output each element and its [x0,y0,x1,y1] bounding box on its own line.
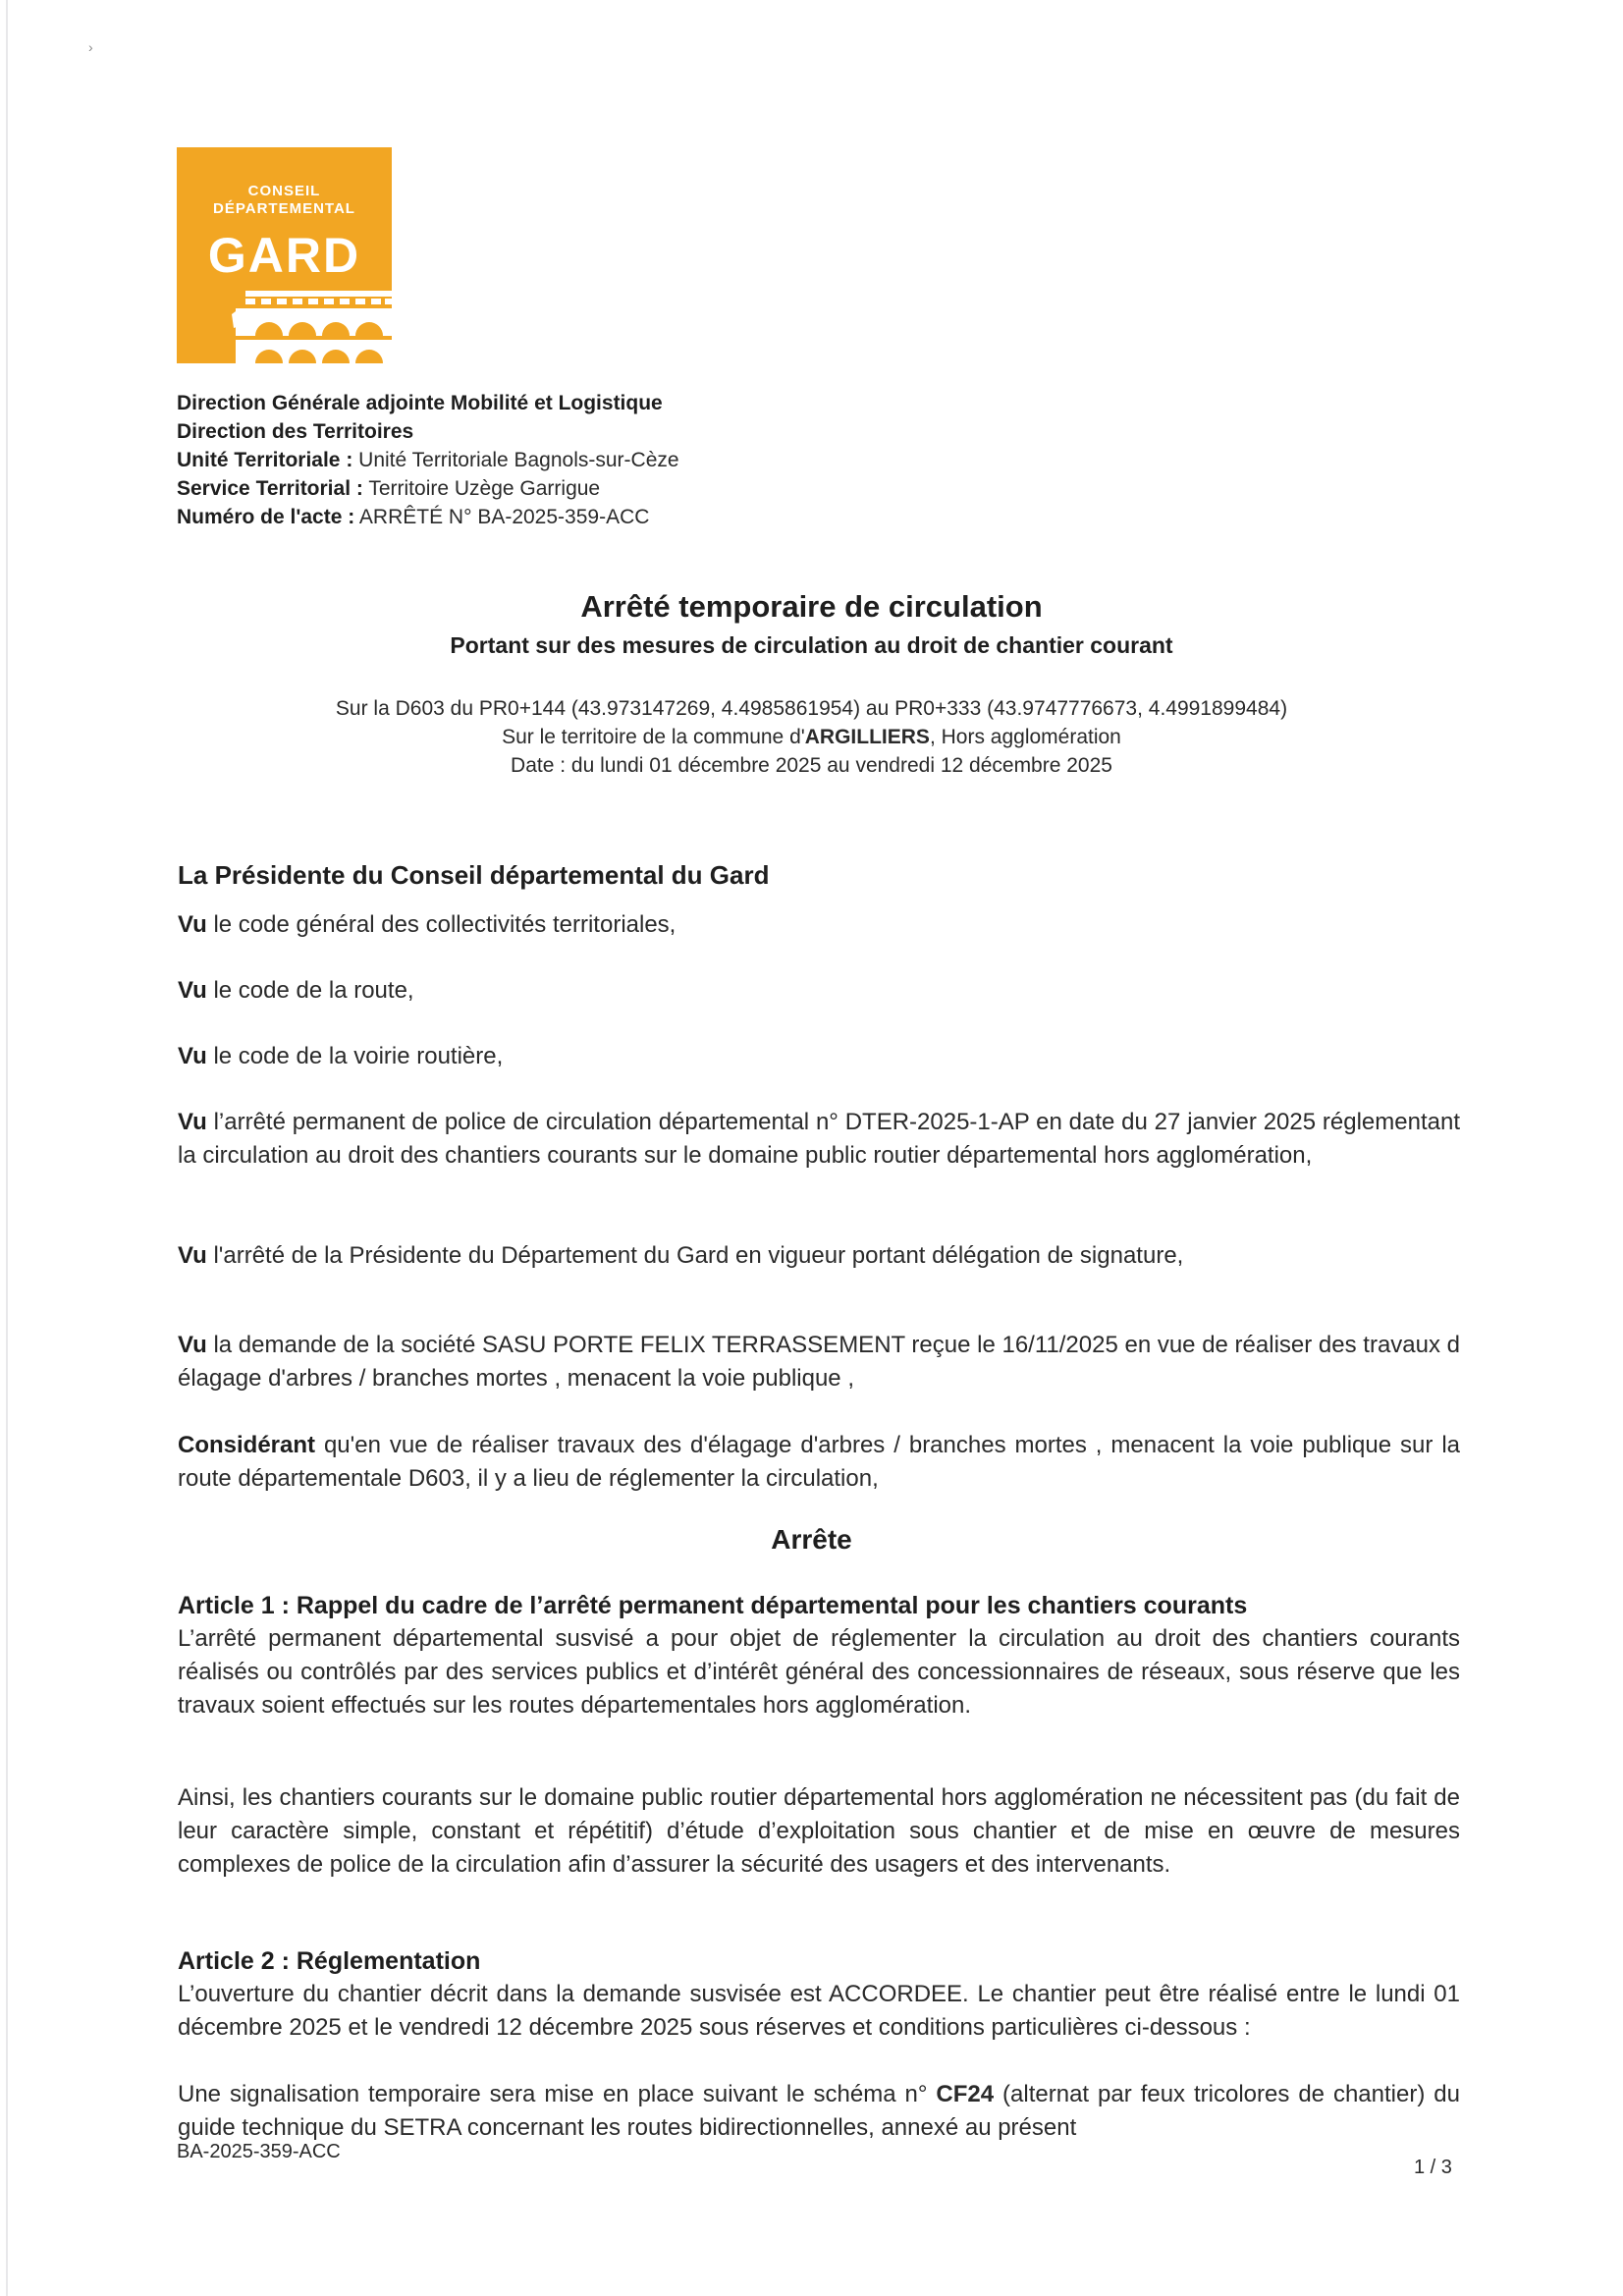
considerant-paragraph: Considérant qu'en vue de réaliser travaux des d'élagage d'arbres / branches mortes , menacent la voie publique sur la route départementale D603, il y a lieu de réglementer la circulation, [178,1432,1460,1492]
numero-acte: Numéro de l'acte : ARRÊTÉ N° BA-2025-359-ACC [177,506,650,528]
commune-line: Sur le territoire de la commune d'ARGILLIERS, Hors agglomération [502,726,1121,748]
vu-paragraph-2: Vu le code de la route, [178,977,414,1004]
scan-edge [6,0,8,2296]
article-2-paragraph-2: Une signalisation temporaire sera mise en place suivant le schéma n° CF24 (alternat par feux tricolores de chantier) du guide technique du SETRA concernant les routes bidirectionnelles, annexé au présent [178,2081,1460,2141]
vu-paragraph-5: Vu l'arrêté de la Présidente du Département du Gard en vigueur portant délégation de signature, [178,1242,1184,1269]
issuer-header [177,389,679,531]
article-2-title: Article 2 : Réglementation [178,1947,481,1975]
logo-line-1: CONSEIL [247,183,321,199]
document-subtitle: Portant sur des mesures de circulation au droit de chantier courant [450,632,1173,658]
footer-reference: BA-2025-359-ACC [177,2141,341,2162]
direction-generale: Direction Générale adjointe Mobilité et Logistique [177,392,663,414]
arrete-heading: Arrête [771,1524,852,1555]
direction: Direction des Territoires [177,420,414,443]
page-number: 1 / 3 [1414,2157,1452,2178]
unite-territoriale: Unité Territoriale : Unité Territoriale Bagnols-sur-Cèze [177,449,679,471]
article-2-paragraph-1: L’ouverture du chantier décrit dans la demande susvisée est ACCORDEE. Le chantier peut être réalisé entre le lundi 01 décembre 2025 et le vendredi 12 décembre 2025 sous réserves et conditions particulières ci-dessous : [178,1981,1460,2041]
article-1-paragraph-1: L’arrêté permanent départemental susvisé a pour objet de réglementer la circulation au droit des chantiers courants réalisés ou contrôlés par des services publics et d’intérêt général des concessionnaires de réseaux, sous réserve que les travaux soient effectués sur les routes départementales hors agglomération. [178,1625,1460,1719]
logo-line-3: GARD [207,228,361,283]
vu-paragraph-1: Vu le code général des collectivités territoriales, [178,911,676,938]
date-line: Date : du lundi 01 décembre 2025 au vendredi 12 décembre 2025 [511,754,1112,777]
pont-du-gard-icon [177,285,392,363]
location-block [0,694,1623,780]
document-title: Arrêté temporaire de circulation [580,589,1043,624]
article-1-paragraph-2: Ainsi, les chantiers courants sur le domaine public routier départemental hors agglomération ne nécessitent pas (du fait de leur caractère simple, constant et répétitif) d’étude d’exploitation sous chantier et de mise en œuvre de mesures complexes de police de la circulation afin d’assurer la sécurité des usagers et des intervenants. [178,1784,1460,1878]
location-line: Sur la D603 du PR0+144 (43.973147269, 4.4985861954) au PR0+333 (43.9747776673, 4.4991899484) [335,697,1288,720]
scan-speck: › [88,39,93,55]
service-territorial: Service Territorial : Territoire Uzège Garrigue [177,477,601,500]
logo-line-2: DÉPARTEMENTAL [213,200,355,217]
conseil-departemental-gard-logo [177,147,392,363]
presidente-heading: La Présidente du Conseil départemental du Gard [178,860,770,890]
vu-paragraph-6: Vu la demande de la société SASU PORTE FELIX TERRASSEMENT reçue le 16/11/2025 en vue de réaliser des travaux d élagage d'arbres / branches mortes , menacent la voie publique , [178,1332,1460,1392]
vu-paragraph-3: Vu le code de la voirie routière, [178,1043,504,1069]
article-1-title: Article 1 : Rappel du cadre de l’arrêté permanent départemental pour les chantiers courants [178,1592,1248,1619]
vu-paragraph-4: Vu l’arrêté permanent de police de circulation départemental n° DTER-2025-1-AP en date du 27 janvier 2025 réglementant la circulation au droit des chantiers courants sur le domaine public routier départemental hors agglomération, [178,1109,1460,1169]
